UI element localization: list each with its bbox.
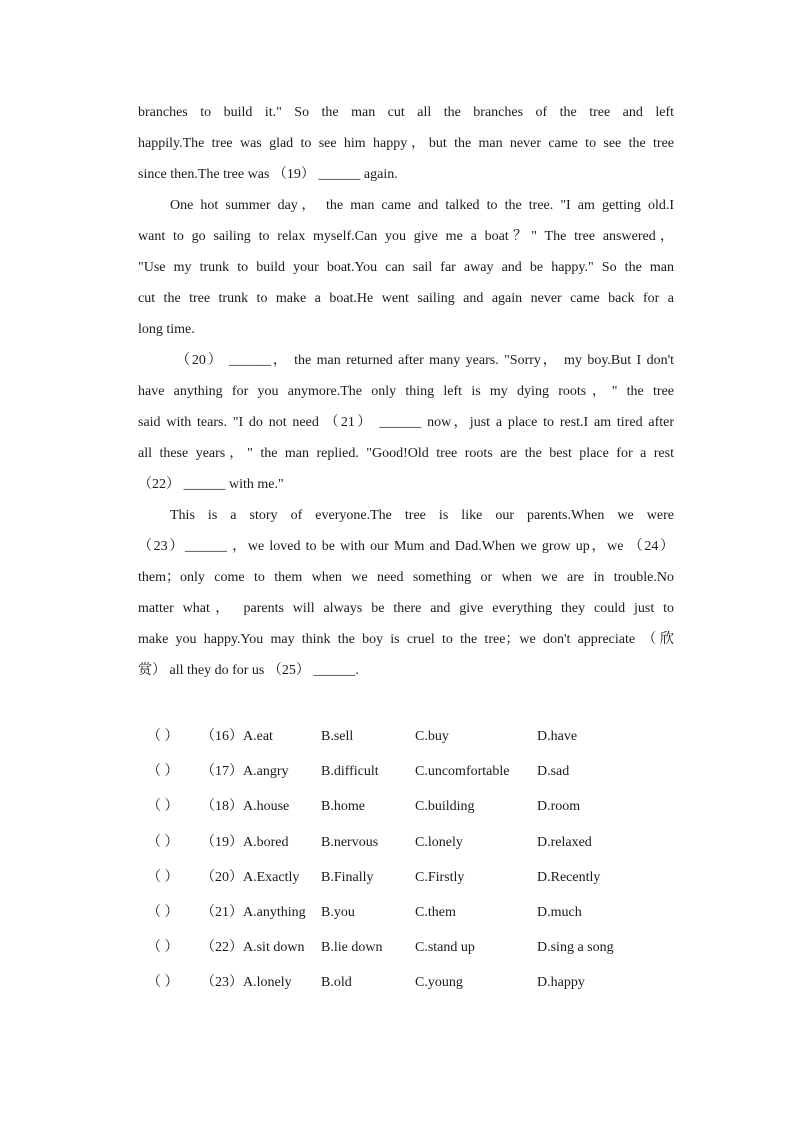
option-b: B.lie down xyxy=(321,940,383,956)
option-a: A.lonely xyxy=(243,975,292,991)
option-row xyxy=(138,898,674,933)
option-c: C.stand up xyxy=(415,940,475,956)
passage-line: （23）______ ，we loved to be with our Mum and Dad.When we grow up，we （24） xyxy=(138,539,674,554)
passage-line: （22） ______ with me." xyxy=(138,477,284,492)
option-b: B.nervous xyxy=(321,834,379,850)
question-number: （18） xyxy=(201,799,243,815)
option-b: B.Finally xyxy=(321,869,374,885)
passage-line: said with tears. "I do not need （21） ______ now，just a place to rest.I am tired after xyxy=(138,415,674,430)
passage-line: want to go sailing to relax myself.Can you give me a boat？" The tree answered， xyxy=(138,229,674,244)
option-c: C.them xyxy=(415,904,456,920)
passage-line: matter what， parents will always be there and give everything they could just to xyxy=(138,601,674,616)
option-row xyxy=(138,933,674,968)
option-row xyxy=(138,722,674,757)
option-b: B.difficult xyxy=(321,764,379,780)
option-a: A.sit down xyxy=(243,940,305,956)
option-d: D.have xyxy=(537,729,578,744)
answer-bracket[interactable]: （ ） xyxy=(147,975,179,991)
option-c: C.buy xyxy=(415,729,449,744)
passage-line: One hot summer day， the man came and talked to the tree. "I am getting old.I xyxy=(170,198,674,213)
option-c: C.building xyxy=(415,799,475,815)
option-row xyxy=(138,863,674,898)
answer-bracket[interactable]: （ ） xyxy=(147,834,179,850)
option-row xyxy=(138,828,674,863)
question-number: （17） xyxy=(201,764,243,780)
question-number: （22） xyxy=(201,940,243,956)
option-a: A.eat xyxy=(243,729,273,744)
question-number: （19） xyxy=(201,834,243,850)
option-b: B.you xyxy=(321,904,355,920)
passage-line: "Use my trunk to build your boat.You can sail far away and be happy." So the man xyxy=(138,260,674,275)
option-row xyxy=(138,968,674,1003)
option-d: D.happy xyxy=(537,975,585,991)
passage-line: 赏） all they do for us （25） ______. xyxy=(138,663,359,678)
passage-line: （20） ______， the man returned after many years. "Sorry， my boy.But I don't xyxy=(176,353,674,368)
passage-line: since then.The tree was （19） ______ again. xyxy=(138,167,398,182)
option-d: D.sing a song xyxy=(537,940,614,956)
option-c: C.lonely xyxy=(415,834,463,850)
option-row xyxy=(138,757,674,792)
answer-options-list xyxy=(138,722,674,1004)
option-d: D.sad xyxy=(537,764,570,780)
option-a: A.Exactly xyxy=(243,869,300,885)
option-b: B.sell xyxy=(321,729,354,744)
question-number: （21） xyxy=(201,904,243,920)
passage-line: This is a story of everyone.The tree is like our parents.When we were xyxy=(170,508,674,523)
option-d: D.relaxed xyxy=(537,834,592,850)
option-d: D.much xyxy=(537,904,582,920)
answer-bracket[interactable]: （ ） xyxy=(147,729,179,744)
option-a: A.angry xyxy=(243,764,289,780)
passage-line: make you happy.You may think the boy is cruel to the tree；we don't appreciate （欣 xyxy=(138,632,674,647)
option-a: A.anything xyxy=(243,904,306,920)
passage-line: long time. xyxy=(138,322,195,337)
option-c: C.Firstly xyxy=(415,869,465,885)
answer-bracket[interactable]: （ ） xyxy=(147,764,179,780)
passage-line: branches to build it." So the man cut all the branches of the tree and left xyxy=(138,105,674,120)
passage-line: them；only come to them when we need something or when we are in trouble.No xyxy=(138,570,674,585)
option-d: D.Recently xyxy=(537,869,601,885)
option-c: C.young xyxy=(415,975,463,991)
option-a: A.bored xyxy=(243,834,289,850)
passage-line: have anything for you anymore.The only thing left is my dying roots，" the tree xyxy=(138,384,674,399)
answer-bracket[interactable]: （ ） xyxy=(147,904,179,920)
passage-line: all these years，" the man replied. "Good!Old tree roots are the best place for a rest xyxy=(138,446,674,461)
option-c: C.uncomfortable xyxy=(415,764,510,780)
passage-line: cut the tree trunk to make a boat.He went sailing and again never came back for a xyxy=(138,291,674,306)
answer-bracket[interactable]: （ ） xyxy=(147,799,179,815)
option-d: D.room xyxy=(537,799,581,815)
question-number: （23） xyxy=(201,975,243,991)
answer-bracket[interactable]: （ ） xyxy=(147,940,179,956)
option-a: A.house xyxy=(243,799,290,815)
option-row xyxy=(138,792,674,827)
question-number: （20） xyxy=(201,869,243,885)
option-b: B.old xyxy=(321,975,352,991)
question-number: （16） xyxy=(201,729,243,744)
passage-line: happily.The tree was glad to see him happy，but the man never came to see the tree xyxy=(138,136,674,151)
option-b: B.home xyxy=(321,799,365,815)
answer-bracket[interactable]: （ ） xyxy=(147,869,179,885)
reading-passage xyxy=(138,97,674,686)
